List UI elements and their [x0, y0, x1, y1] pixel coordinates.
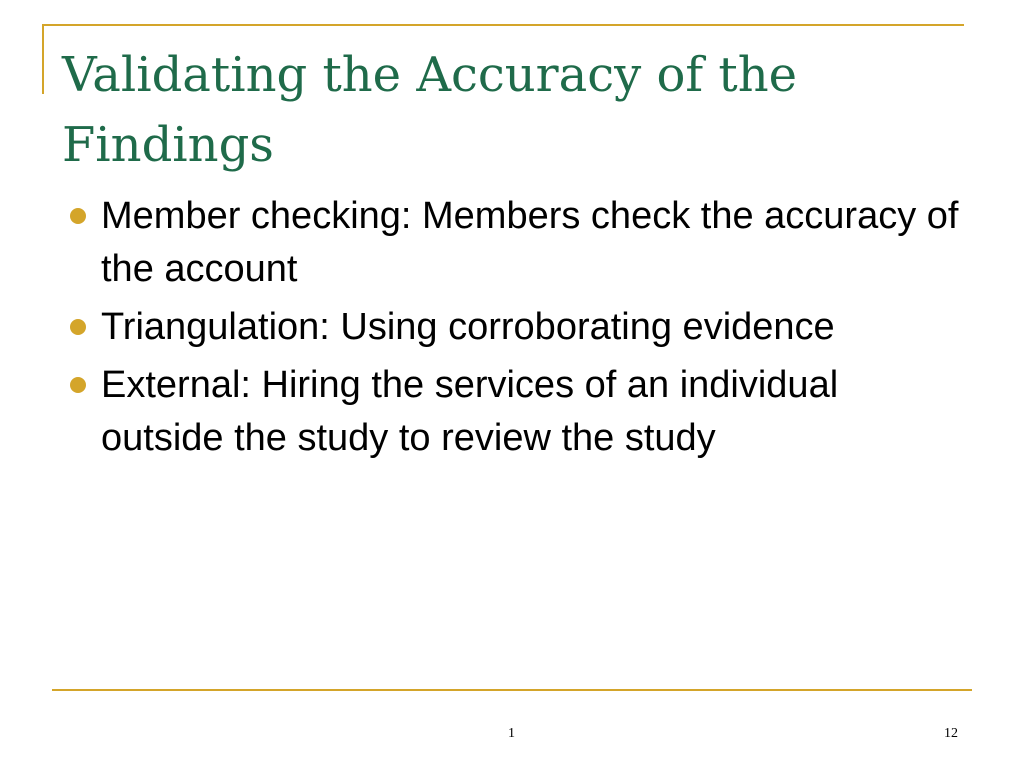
bullet-text: External: Hiring the services of an individual outside the study to review the study [101, 364, 839, 459]
bullet-item-external [70, 359, 970, 465]
bullet-item-triangulation [70, 301, 970, 354]
bullet-text: Triangulation: Using corroborating evidence [101, 306, 835, 348]
bullet-dot-icon [70, 377, 86, 393]
bullet-text: Member checking: Members check the accuracy of the account [101, 195, 959, 290]
top-rule [42, 24, 964, 26]
footer-page-marker: 1 [508, 726, 515, 741]
bullet-dot-icon [70, 208, 86, 224]
bottom-rule [52, 689, 972, 691]
slide-title: Validating the Accuracy of the Findings [62, 47, 798, 173]
left-rule [42, 24, 44, 94]
bullet-list [70, 190, 970, 470]
slide-number: 12 [944, 726, 958, 741]
bullet-dot-icon [70, 319, 86, 335]
bullet-item-member-checking [70, 190, 970, 296]
